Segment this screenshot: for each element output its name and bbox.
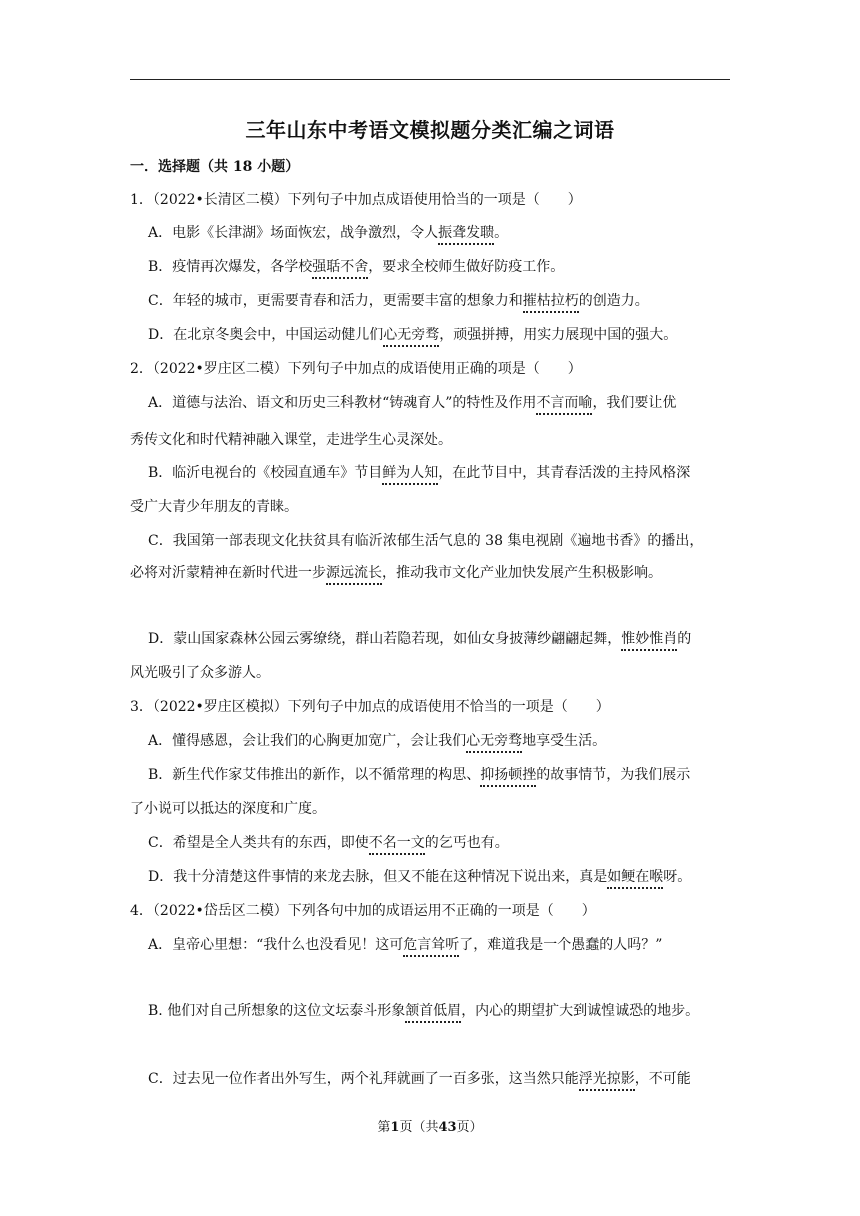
page-number: 1 bbox=[390, 1120, 400, 1135]
emphasized-idiom: 抑扬顿挫 bbox=[480, 766, 536, 787]
q2-option-d-cont: 风光吸引了众多游人。 bbox=[130, 665, 270, 681]
emphasized-idiom: 如鲠在喉 bbox=[607, 868, 663, 889]
q4-option-b: B. 他们对自己所想象的这位文坛泰斗形象颔首低眉，内心的期望扩大到诚惶诚恐的地步。 bbox=[148, 1002, 732, 1023]
q2-option-a-cont: 秀传文化和时代精神融入课堂，走进学生心灵深处。 bbox=[130, 432, 452, 448]
q4-option-c: C．过去见一位作者出外写生，两个礼拜就画了一百多张，这当然只能浮光掠影，不可能 bbox=[148, 1070, 732, 1091]
emphasized-idiom: 危言耸听 bbox=[403, 936, 459, 957]
emphasized-idiom: 不言而喻 bbox=[536, 394, 592, 415]
emphasized-idiom: 源远流长 bbox=[326, 564, 382, 585]
q2-option-a: A．道德与法治、语文和历史三科教材“铸魂育人”的特性及作用不言而喻，我们要让优 bbox=[148, 394, 732, 415]
q2-option-b-cont: 受广大青少年朋友的青睐。 bbox=[130, 499, 298, 515]
page-title: 三年山东中考语文模拟题分类汇编之词语 bbox=[245, 118, 615, 142]
q1-stem: 1．（2022•长清区二模）下列句子中加点成语使用恰当的一项是（ ） bbox=[130, 192, 582, 208]
q2-stem: 2．（2022•罗庄区二模）下列句子中加点的成语使用正确的项是（ ） bbox=[130, 361, 582, 377]
q4-option-a: A．皇帝心里想：“我什么也没看见！这可危言耸听了，难道我是一个愚蠢的人吗？” bbox=[148, 936, 732, 957]
page-total: 43 bbox=[438, 1120, 457, 1135]
q3-option-b: B．新生代作家艾伟推出的新作，以不循常理的构思、抑扬顿挫的故事情节，为我们展示 bbox=[148, 766, 732, 787]
emphasized-idiom: 摧枯拉朽 bbox=[523, 292, 579, 313]
emphasized-idiom: 鲜为人知 bbox=[382, 464, 438, 485]
emphasized-idiom: 心无旁骛 bbox=[383, 326, 439, 347]
emphasized-idiom: 浮光掠影 bbox=[579, 1070, 635, 1091]
q3-option-b-cont: 了小说可以抵达的深度和广度。 bbox=[130, 801, 326, 817]
q1-option-c: C．年轻的城市，更需要青春和活力，更需要丰富的想象力和摧枯拉朽的创造力。 bbox=[148, 292, 732, 313]
q1-option-a: A．电影《长津湖》场面恢宏，战争激烈，令人振聋发聩。 bbox=[148, 224, 732, 245]
q1-option-d: D．在北京冬奥会中，中国运动健儿们心无旁骛，顽强拼搏，用实力展现中国的强大。 bbox=[148, 326, 732, 347]
q3-stem: 3．（2022•罗庄区模拟）下列句子中加点的成语使用不恰当的一项是（ ） bbox=[130, 699, 610, 715]
emphasized-idiom: 颔首低眉 bbox=[405, 1002, 461, 1023]
q3-option-a: A．懂得感恩，会让我们的心胸更加宽广，会让我们心无旁骛地享受生活。 bbox=[148, 732, 732, 753]
q3-option-d: D．我十分清楚这件事情的来龙去脉，但又不能在这种情况下说出来，真是如鲠在喉呀。 bbox=[148, 868, 732, 889]
q3-option-c: C．希望是全人类共有的东西，即使不名一文的乞丐也有。 bbox=[148, 834, 732, 855]
q2-option-c-cont: 必将对沂蒙精神在新时代进一步源远流长，推动我市文化产业加快发展产生积极影响。 bbox=[130, 564, 732, 585]
q2-option-b: B．临沂电视台的《校园直通车》节目鲜为人知，在此节目中，其青春活泼的主持风格深 bbox=[148, 464, 732, 485]
emphasized-idiom: 心无旁骛 bbox=[466, 732, 522, 753]
emphasized-idiom: 强聒不舍 bbox=[312, 258, 368, 279]
q4-stem: 4．（2022•岱岳区二模）下列各句中加的成语运用不正确的一项是（ ） bbox=[130, 903, 596, 919]
q2-option-c: C．我国第一部表现文化扶贫具有临沂浓郁生活气息的 38 集电视剧《遍地书香》的播出， bbox=[148, 533, 704, 549]
emphasized-idiom: 惟妙惟肖 bbox=[621, 630, 677, 651]
header-rule bbox=[130, 79, 730, 80]
q2-option-d: D．蒙山国家森林公园云雾缭绕，群山若隐若现，如仙女身披薄纱翩翩起舞，惟妙惟肖的 bbox=[148, 630, 732, 651]
q1-option-b: B．疫情再次爆发，各学校强聒不舍，要求全校师生做好防疫工作。 bbox=[148, 258, 732, 279]
emphasized-idiom: 不名一文 bbox=[369, 834, 425, 855]
section-heading: 一．选择题（共 18 小题） bbox=[130, 159, 300, 175]
page-footer: 第1页（共43页） bbox=[377, 1120, 483, 1135]
emphasized-idiom: 振聋发聩 bbox=[438, 224, 494, 245]
